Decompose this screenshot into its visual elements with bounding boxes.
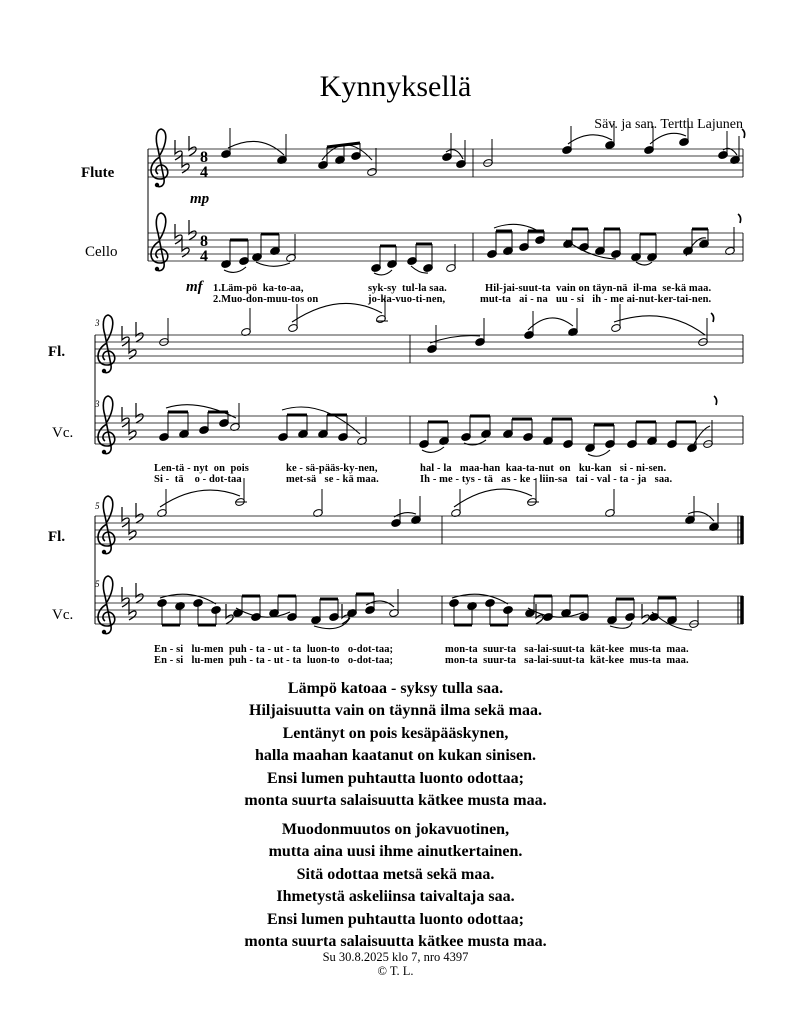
lyrics-s3-v2-b: mon-ta suur-ta sa-lai-suut-ta kät-kee mus-ta maa.	[445, 655, 689, 666]
date-line: Su 30.8.2025 klo 7, nro 4397	[322, 950, 469, 964]
poem-line: Lentänyt on pois kesäpääskynen,	[282, 724, 509, 742]
time-sig-num-cello: 8	[200, 233, 208, 250]
measure-number-5-cello: 5	[95, 579, 100, 589]
footer	[0, 950, 791, 978]
lyrics-s1-v2-c: mut-ta ai - na uu - si ih - me ai-nut-ker-tai-nen.	[480, 294, 712, 305]
lyrics-s2-v1-a: Len-tä - nyt on pois	[154, 463, 249, 474]
poem-stanza-2	[0, 819, 791, 953]
dynamic-flute: mp	[190, 191, 210, 207]
instrument-label-cello: Cello	[85, 244, 118, 260]
lyrics-s1-v1-c: Hil-jai-suut-ta vain on täyn-nä il-ma se-kä maa.	[485, 283, 712, 294]
lyrics-s2-v2-a: Si - tä o - dot-taa	[154, 474, 242, 485]
staff-flute-2	[95, 335, 743, 363]
instrument-label-cello-short-2: Vc.	[52, 425, 74, 441]
staff-cello-3	[95, 596, 743, 624]
lyrics-s3-v2-a: En - si lu-men puh - ta - ut - ta luon-to o-dot-taa;	[154, 655, 394, 666]
lyrics-s1-v1-a: 1.Läm-pö ka-to-aa,	[213, 283, 304, 294]
poem-line: monta suurta salaisuutta kätkee musta maa.	[244, 933, 547, 951]
poem-line: Ihmetystä askeliinsa taivaltaja saa.	[276, 888, 515, 906]
measure-number-3-flute: 3	[95, 318, 100, 328]
poem-line: Ensi lumen puhtautta luonto odottaa;	[267, 910, 524, 928]
composer-credit: Säv. ja san. Terttu Lajunen	[594, 117, 743, 132]
lyrics-s2-v2-b: met-sä se - kä maa.	[286, 474, 379, 485]
poem-line: Lämpö katoaa - syksy tulla saa.	[287, 680, 504, 697]
staff-cello-2	[95, 416, 743, 444]
time-sig-num-flute: 8	[200, 149, 208, 166]
measure-number-5-flute: 5	[95, 501, 100, 511]
lyrics-s1-v1-b: syk-sy tul-la saa.	[368, 283, 447, 294]
copyright: © T. L.	[377, 964, 414, 978]
page-title: Kynnyksellä	[319, 70, 472, 103]
lyrics-s3-v1-a: En - si lu-men puh - ta - ut - ta luon-to o-dot-taa;	[154, 644, 394, 655]
poem-line: Hiljaisuutta vain on täynnä ilma sekä maa.	[249, 702, 542, 720]
lyrics-s3-v1-b: mon-ta suur-ta sa-lai-suut-ta kät-kee mus-ta maa.	[445, 644, 689, 655]
time-sig-den-flute: 4	[200, 164, 208, 181]
poem-line: halla maahan kaatanut on kukan sinisen.	[255, 747, 536, 765]
lyrics-s1-v2-a: 2.Muo-don-muu-tos on	[213, 294, 319, 305]
dynamic-cello: mf	[186, 279, 203, 295]
lyrics-s2-v1-b: ke - sä-pääs-ky-nen,	[286, 463, 378, 474]
poem-line: Sitä odottaa metsä sekä maa.	[296, 865, 495, 883]
time-sig-den-cello: 4	[200, 248, 208, 265]
instrument-label-flute-short-3: Fl.	[48, 529, 66, 545]
instrument-label-flute-short-2: Fl.	[48, 344, 66, 360]
poem-line: Muodonmuutos on jokavuotinen,	[281, 821, 510, 838]
lyrics-s2-v1-c: hal - la maa-han kaa-ta-nut on ku-kan si - ni-sen.	[420, 463, 667, 474]
lyrics-s2-v2-c: Ih - me - tys - tä as - ke - liin-sa tai - val - ta - ja saa.	[420, 474, 673, 485]
measure-number-3-cello: 3	[95, 399, 100, 409]
poem-line: Ensi lumen puhtautta luonto odottaa;	[267, 769, 524, 787]
staff-flute-1	[148, 149, 743, 177]
poem-stanza-1	[0, 678, 791, 812]
lyrics-s1-v2-b: jo-ka-vuo-ti-nen,	[368, 294, 446, 305]
instrument-label-flute: Flute	[81, 165, 115, 181]
instrument-label-cello-short-3: Vc.	[52, 607, 74, 623]
poem-line: monta suurta salaisuutta kätkee musta maa.	[244, 792, 547, 810]
poem-line: mutta aina uusi ihme ainutkertainen.	[268, 843, 523, 861]
